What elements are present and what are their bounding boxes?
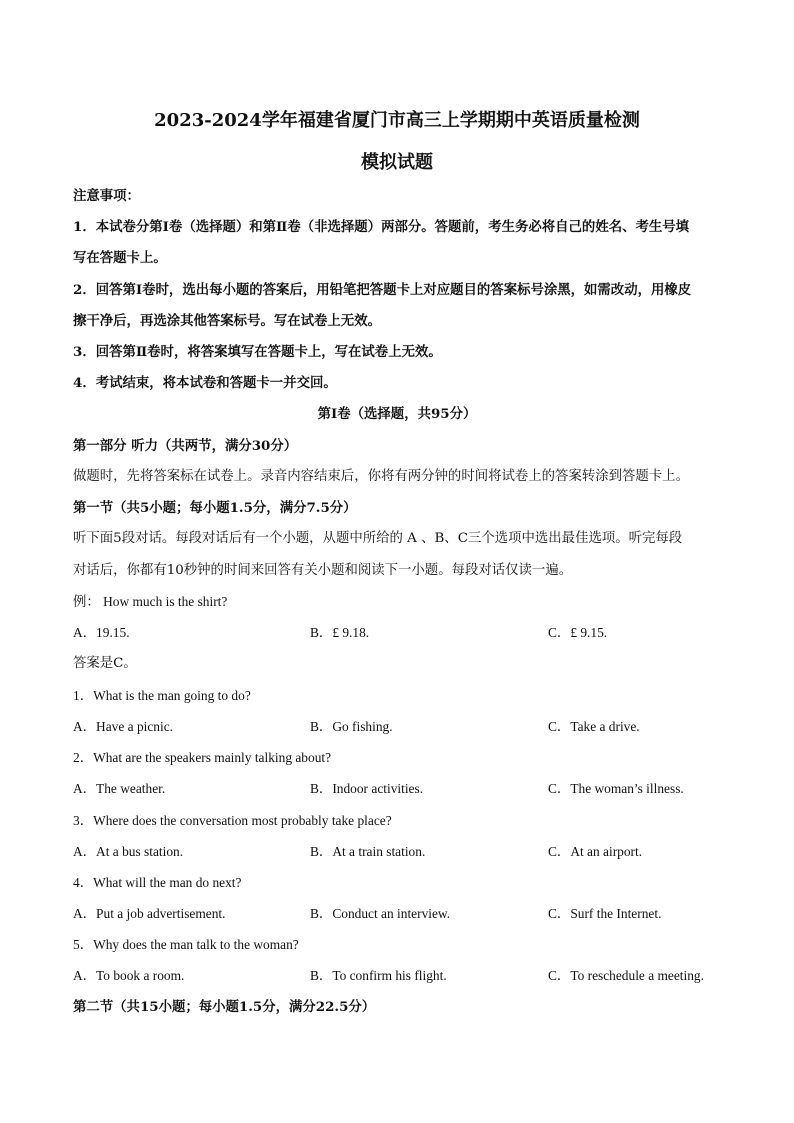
notice-heading: 注意事项： [73,188,140,204]
exam-subtitle: 模拟试题 [361,152,433,173]
example-question: 例： How much is the shirt? [73,594,228,609]
notice-item-2-line-2: 擦干净后，再选涂其他答案标号。写在试卷上无效。 [73,313,381,329]
notice-item-2-line-1: 2．回答第Ⅰ卷时，选出每小题的答案后，用铅笔把答题卡上对应题目的答案标号涂黑，如需改动，用橡皮 [73,282,692,298]
question-5-option-b: B．To confirm his flight. [310,968,447,983]
exam-title: 2023-2024学年福建省厦门市高三上学期期中英语质量检测 [154,110,640,131]
question-4-option-b: B．Conduct an interview. [310,906,451,921]
question-1-option-a: A．Have a picnic. [73,719,174,734]
volume-1-heading: 第Ⅰ卷（选择题，共95分） [317,406,477,422]
notice-item-1-line-1: 1．本试卷分第Ⅰ卷（选择题）和第Ⅱ卷（非选择题）两部分。答题前，考生务必将自己的姓名、考生号填 [73,219,690,235]
section-1-heading: 第一节（共5小题；每小题1.5分，满分7.5分） [73,500,357,516]
question-3: 3．Where does the conversation most probably take place? [73,813,392,828]
question-4: 4．What will the man do next? [73,875,242,890]
question-5-option-a: A．To book a room. [73,968,185,983]
question-4-option-a: A．Put a job advertisement. [73,906,226,921]
question-3-option-a: A．At a bus station. [73,844,184,859]
part-1-instruction: 做题时，先将答案标在试卷上。录音内容结束后，你将有两分钟的时间将试卷上的答案转涂到答题卡上。 [73,469,689,484]
question-1-option-c: C．Take a drive. [548,719,640,734]
question-5-option-c: C．To reschedule a meeting. [548,968,704,983]
question-4-option-c: C．Surf the Internet. [548,906,662,921]
notice-item-3: 3．回答第Ⅱ卷时，将答案填写在答题卡上，写在试卷上无效。 [73,344,442,360]
notice-item-1-line-2: 写在答题卡上。 [73,250,167,266]
question-1-option-b: B．Go fishing. [310,719,393,734]
section-2-heading: 第二节（共15小题；每小题1.5分，满分22.5分） [73,999,376,1015]
question-5: 5．Why does the man talk to the woman? [73,937,299,952]
question-2-option-b: B．Indoor activities. [310,781,424,796]
example-option-c: C．£ 9.15. [548,625,608,640]
section-1-instruction-line-2: 对话后，你都有10秒钟的时间来回答有关小题和阅读下一小题。每段对话仅读一遍。 [73,563,573,578]
example-option-a: A．19.15. [73,625,130,640]
question-3-option-c: C．At an airport. [548,844,643,859]
question-2: 2．What are the speakers mainly talking about? [73,750,332,765]
question-1: 1．What is the man going to do? [73,688,251,703]
question-3-option-b: B．At a train station. [310,844,426,859]
part-1-heading: 第一部分 听力（共两节，满分30分） [73,438,298,454]
example-answer: 答案是C。 [73,656,137,671]
section-1-instruction-line-1: 听下面5段对话。每段对话后有一个小题，从题中所给的 A 、B、C三个选项中选出最佳选项。听完每段 [73,531,683,546]
question-2-option-a: A．The weather. [73,781,166,796]
notice-item-4: 4．考试结束，将本试卷和答题卡一并交回。 [73,375,337,391]
example-option-b: B．£ 9.18. [310,625,370,640]
question-2-option-c: C．The woman’s illness. [548,781,684,796]
